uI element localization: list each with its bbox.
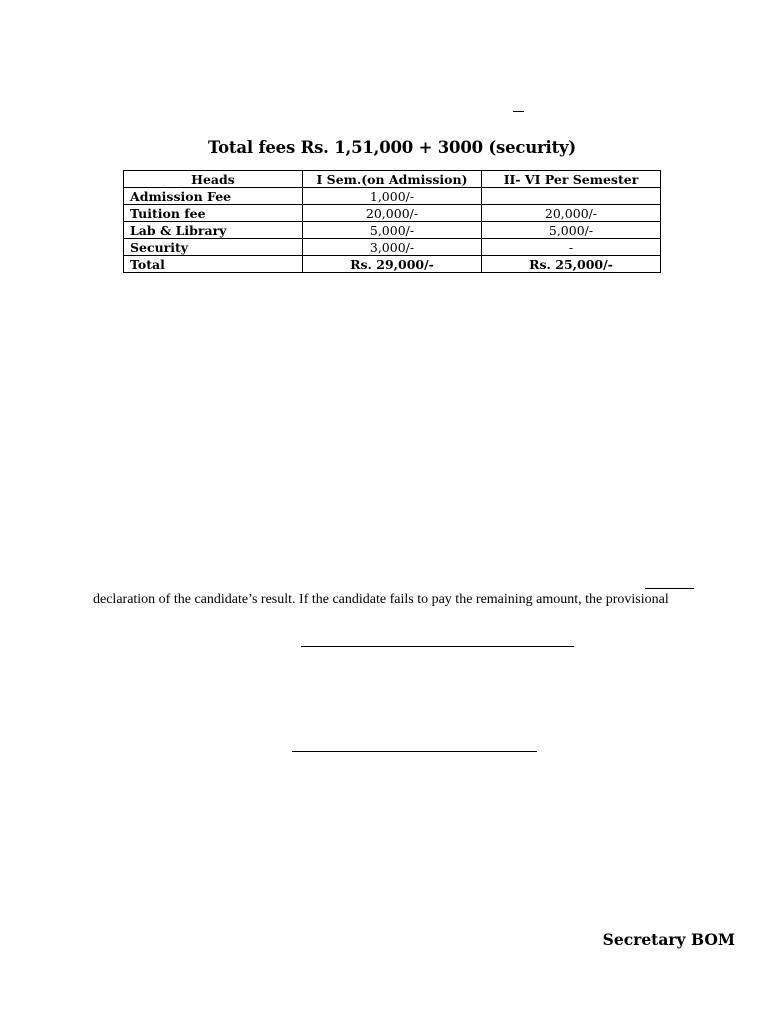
row-head: Lab & Library: [124, 222, 303, 239]
header-dash-mark: [513, 111, 524, 112]
row-head: Security: [124, 239, 303, 256]
page-title: Total fees Rs. 1,51,000 + 3000 (security): [207, 138, 577, 157]
blank-underline-1: [301, 646, 574, 647]
per-sem-total: Rs. 25,000/-: [482, 256, 661, 273]
table-row: [124, 239, 661, 256]
per-sem-value: 5,000/-: [482, 222, 661, 239]
first-sem-value: 20,000/-: [303, 205, 482, 222]
table-row: [124, 188, 661, 205]
fee-table-header-row: [124, 171, 661, 188]
per-sem-value: 20,000/-: [482, 205, 661, 222]
first-sem-value: 1,000/-: [303, 188, 482, 205]
column-header-heads: Heads: [124, 171, 303, 188]
table-total-row: [124, 256, 661, 273]
per-sem-value: -: [482, 239, 661, 256]
table-row: [124, 205, 661, 222]
row-head-total: Total: [124, 256, 303, 273]
first-sem-value: 5,000/-: [303, 222, 482, 239]
per-sem-value: [482, 188, 661, 205]
row-head: Tuition fee: [124, 205, 303, 222]
column-header-per-semester: II- VI Per Semester: [482, 171, 661, 188]
blank-underline-2: [292, 751, 537, 752]
signature-title: Secretary BOM: [602, 930, 735, 949]
column-header-first-semester: I Sem.(on Admission): [303, 171, 482, 188]
row-head: Admission Fee: [124, 188, 303, 205]
first-sem-value: 3,000/-: [303, 239, 482, 256]
table-row: [124, 222, 661, 239]
fee-table: [123, 170, 661, 273]
blank-underline-short: [645, 588, 694, 589]
declaration-text: declaration of the candidate’s result. If the candidate fails to pay the remaining amount, the provisional: [93, 592, 669, 607]
first-sem-total: Rs. 29,000/-: [303, 256, 482, 273]
